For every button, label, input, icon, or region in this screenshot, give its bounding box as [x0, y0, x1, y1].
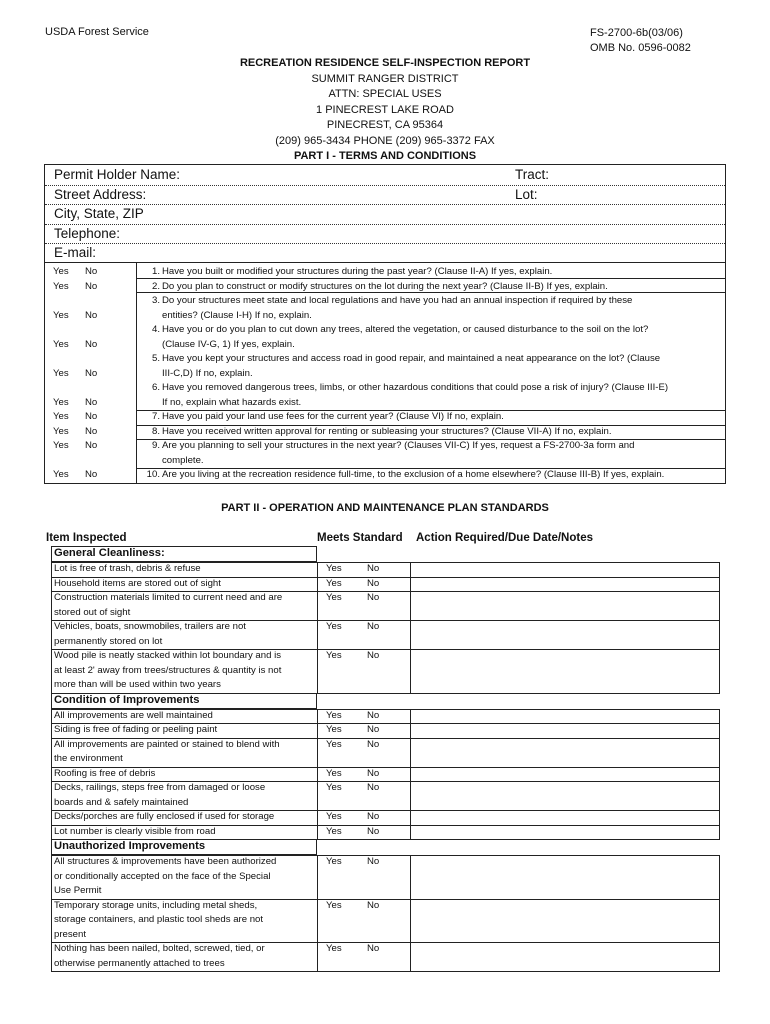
- item-line: Use Permit: [54, 885, 102, 896]
- omb-number: OMB No. 0596-0082: [590, 42, 691, 54]
- no-option[interactable]: No: [85, 309, 98, 321]
- item-inspected-header: Item Inspected: [46, 532, 127, 544]
- yes-option[interactable]: Yes: [53, 367, 69, 379]
- lot-label: Lot:: [515, 186, 538, 202]
- question-line: Have you built or modified your structures during the past year? (Clause II-A) If yes, explain.: [162, 266, 553, 277]
- yes-option[interactable]: Yes: [326, 709, 342, 721]
- item-text: [51, 577, 317, 592]
- action-notes-cell[interactable]: [410, 562, 720, 578]
- no-option[interactable]: No: [85, 440, 98, 451]
- street-address: 1 PINECREST LAKE ROAD: [316, 103, 454, 116]
- part1-heading: PART I - TERMS AND CONDITIONS: [293, 150, 477, 162]
- yes-option[interactable]: Yes: [326, 738, 342, 750]
- no-option[interactable]: No: [367, 811, 380, 822]
- item-line: permanently stored on lot: [54, 635, 163, 647]
- item-text: [51, 810, 317, 825]
- column-divider: [136, 263, 137, 483]
- row-divider: [136, 439, 725, 440]
- action-notes-cell[interactable]: [410, 577, 720, 593]
- no-option[interactable]: No: [85, 367, 98, 379]
- row-divider: [136, 410, 725, 411]
- item-line: more than will be used within two years: [54, 679, 221, 690]
- city-state-zip-field[interactable]: [45, 204, 725, 225]
- yes-option[interactable]: Yes: [53, 440, 69, 451]
- item-line: Roofing is free of debris: [54, 767, 156, 779]
- action-notes-cell[interactable]: [410, 738, 720, 768]
- item-line: Nothing has been nailed, bolted, screwed, tied, or: [54, 943, 265, 954]
- question-text: [162, 381, 722, 410]
- yes-option[interactable]: Yes: [326, 592, 342, 603]
- item-line: Lot is free of trash, debris & refuse: [54, 563, 201, 574]
- item-line: Decks/porches are fully enclosed if used for storage: [54, 811, 275, 822]
- permit-holder-box: [44, 164, 726, 263]
- no-option[interactable]: No: [367, 724, 380, 735]
- no-option[interactable]: No: [367, 592, 380, 603]
- item-line: Wood pile is neatly stacked within lot boundary and is: [54, 650, 282, 661]
- item-line: storage containers, and plastic tool sheds are not: [54, 914, 264, 925]
- item-line: the environment: [54, 753, 123, 764]
- no-option[interactable]: No: [367, 899, 380, 911]
- action-notes-cell[interactable]: [410, 591, 720, 621]
- item-line: Household items are stored out of sight: [54, 577, 221, 589]
- yes-option[interactable]: Yes: [326, 724, 342, 735]
- item-line: All structures & improvements have been authorized: [54, 856, 277, 867]
- yes-option[interactable]: Yes: [53, 280, 69, 292]
- form-number: FS-2700-6b(03/06): [590, 27, 683, 39]
- no-option[interactable]: No: [367, 943, 380, 954]
- phone-fax: (209) 965-3434 PHONE (209) 965-3372 FAX: [275, 134, 495, 147]
- item-line: Construction materials limited to current need and are: [54, 592, 283, 603]
- item-text: [51, 899, 317, 943]
- yes-option[interactable]: Yes: [326, 621, 342, 632]
- item-text: [51, 942, 317, 971]
- question-text: [162, 294, 722, 323]
- item-line: Temporary storage units, including metal sheds,: [54, 899, 258, 911]
- yes-option[interactable]: Yes: [53, 309, 69, 321]
- action-notes-cell[interactable]: [410, 942, 720, 972]
- yes-option[interactable]: Yes: [326, 943, 342, 954]
- question-number: 4.: [151, 324, 160, 335]
- action-notes-cell[interactable]: [410, 620, 720, 650]
- question-text: [162, 352, 722, 381]
- item-text: [51, 620, 317, 649]
- question-line: Have you removed dangerous trees, limbs, or other hazardous conditions that could pose a risk of injury? (Clause III-E): [162, 382, 669, 393]
- no-option[interactable]: No: [85, 266, 98, 277]
- action-notes-cell[interactable]: [410, 649, 720, 694]
- question-line: Are you planning to sell your structures in the next year? (Clauses VII-C) If yes, request a FS-2700-3a form and: [162, 440, 635, 451]
- question-line: Are you living at the recreation residence full-time, to the exclusion of a home elsewhere? (Clause III-B) If yes, explain.: [162, 469, 665, 480]
- item-line: Vehicles, boats, snowmobiles, trailers are not: [54, 621, 246, 632]
- section-cell: [51, 839, 317, 855]
- no-option[interactable]: No: [85, 425, 98, 437]
- form-id: [590, 26, 691, 56]
- telephone-label: Telephone:: [54, 225, 121, 241]
- row-divider: [136, 425, 725, 426]
- yes-option[interactable]: Yes: [53, 266, 69, 277]
- yes-option[interactable]: Yes: [326, 811, 342, 822]
- yes-option[interactable]: Yes: [53, 396, 69, 408]
- item-text: [51, 781, 317, 810]
- yes-option[interactable]: Yes: [326, 899, 342, 911]
- question-text: [162, 323, 722, 352]
- no-option[interactable]: No: [85, 338, 98, 350]
- question-line: Do you plan to construct or modify structures on the lot during the next year? (Clause II-B) If yes, explain.: [162, 280, 608, 292]
- no-option[interactable]: No: [367, 738, 380, 750]
- item-line: present: [54, 928, 86, 940]
- yes-option[interactable]: Yes: [326, 650, 342, 661]
- item-line: boards and & safely maintained: [54, 796, 189, 808]
- part1-questions-table: [44, 262, 726, 484]
- item-text: [51, 855, 317, 899]
- row-divider: [136, 278, 725, 279]
- item-line: stored out of sight: [54, 606, 131, 618]
- question-number: 8.: [151, 425, 160, 437]
- no-option[interactable]: No: [85, 280, 98, 292]
- no-option[interactable]: No: [367, 856, 380, 867]
- question-line: If no, explain what hazards exist.: [162, 396, 302, 408]
- section-cell: [51, 546, 317, 562]
- question-number: 9.: [151, 440, 160, 451]
- action-notes-cell[interactable]: [410, 767, 720, 783]
- no-option[interactable]: No: [367, 709, 380, 721]
- yes-option[interactable]: Yes: [53, 411, 69, 422]
- no-option[interactable]: No: [85, 411, 98, 422]
- action-notes-cell[interactable]: [410, 825, 720, 841]
- action-notes-cell[interactable]: [410, 723, 720, 739]
- yes-option[interactable]: Yes: [326, 782, 342, 793]
- item-line: otherwise permanently attached to trees: [54, 957, 225, 969]
- no-option[interactable]: No: [367, 563, 380, 574]
- yes-option[interactable]: Yes: [326, 767, 342, 779]
- item-line: Lot number is clearly visible from road: [54, 825, 216, 837]
- section-cell: [51, 693, 317, 709]
- action-notes-cell[interactable]: [410, 855, 720, 900]
- no-option[interactable]: No: [367, 650, 380, 661]
- attention-line: ATTN: SPECIAL USES: [328, 88, 442, 100]
- yes-option[interactable]: Yes: [326, 856, 342, 867]
- item-text: [51, 562, 317, 577]
- email-field[interactable]: [45, 243, 725, 263]
- item-text: [51, 591, 317, 620]
- question-number: 2.: [151, 280, 160, 292]
- question-text: [162, 425, 722, 440]
- no-option[interactable]: No: [367, 767, 380, 779]
- yes-option[interactable]: Yes: [326, 825, 342, 837]
- item-text: [51, 723, 317, 738]
- no-option[interactable]: No: [367, 577, 380, 589]
- question-line: III-C,D) If no, explain.: [162, 367, 253, 379]
- question-number: 10.: [146, 469, 160, 480]
- question-line: entities? (Clause I-H) If no, explain.: [162, 309, 312, 321]
- action-notes-cell[interactable]: [410, 899, 720, 944]
- street-address-label: Street Address:: [54, 186, 147, 202]
- item-text: [51, 825, 317, 840]
- item-line: All improvements are well maintained: [54, 709, 213, 721]
- question-number: 6.: [151, 382, 160, 393]
- section-heading: Condition of Improvements: [54, 693, 200, 706]
- email-label: E-mail:: [54, 245, 97, 260]
- holder-name-field[interactable]: [45, 165, 725, 186]
- question-line: complete.: [162, 454, 204, 466]
- item-line: or conditionally accepted on the face of the Special: [54, 870, 271, 882]
- agency-name: USDA Forest Service: [45, 26, 149, 38]
- item-line: Siding is free of fading or peeling paint: [54, 724, 218, 735]
- yes-option[interactable]: Yes: [326, 577, 342, 589]
- item-text: [51, 738, 317, 767]
- question-text: [162, 439, 722, 468]
- no-option[interactable]: No: [367, 825, 380, 837]
- item-line: at least 2' away from trees/structures & quantity is not: [54, 664, 282, 676]
- question-line: Have you paid your land use fees for the current year? (Clause VI) If no, explain.: [162, 411, 504, 422]
- question-number: 7.: [151, 411, 160, 422]
- question-text: [162, 410, 722, 425]
- item-text: [51, 649, 317, 693]
- yes-option[interactable]: Yes: [53, 338, 69, 350]
- city-state-zip-label: City, State, ZIP: [54, 206, 144, 221]
- title-block: [0, 56, 770, 165]
- action-required-header: Action Required/Due Date/Notes: [416, 532, 593, 544]
- question-line: (Clause IV-G, 1) If yes, explain.: [162, 338, 295, 350]
- report-title: RECREATION RESIDENCE SELF-INSPECTION REPORT: [239, 57, 531, 69]
- yes-option[interactable]: Yes: [53, 469, 69, 480]
- question-line: Do your structures meet state and local regulations and have you had an annual inspection if required by these: [162, 295, 633, 306]
- no-option[interactable]: No: [367, 782, 380, 793]
- yes-option[interactable]: Yes: [53, 425, 69, 437]
- no-option[interactable]: No: [367, 621, 380, 632]
- no-option[interactable]: No: [85, 396, 98, 408]
- question-line: Have you received written approval for renting or subleasing your structures? (Clause VII-A) If no, explain.: [162, 425, 612, 437]
- action-notes-cell[interactable]: [410, 709, 720, 725]
- action-notes-cell[interactable]: [410, 810, 720, 826]
- question-text: [162, 468, 722, 483]
- no-option[interactable]: No: [85, 469, 98, 480]
- question-number: 3.: [151, 295, 160, 306]
- action-notes-cell[interactable]: [410, 781, 720, 811]
- district-name: SUMMIT RANGER DISTRICT: [311, 72, 459, 85]
- question-number: 5.: [151, 353, 160, 364]
- yes-option[interactable]: Yes: [326, 563, 342, 574]
- city-line: PINECREST, CA 95364: [326, 119, 444, 131]
- item-text: [51, 767, 317, 782]
- question-number: 1.: [151, 266, 160, 277]
- row-divider: [136, 292, 725, 293]
- question-line: Have you kept your structures and access road in good repair, and maintained a neat appearance on the lot? (Clause: [162, 353, 661, 364]
- part2-heading: PART II - OPERATION AND MAINTENANCE PLAN STANDARDS: [221, 502, 549, 514]
- item-line: All improvements are painted or stained to blend with: [54, 738, 280, 750]
- section-heading: General Cleanliness:: [54, 547, 165, 559]
- holder-name-label: Permit Holder Name:: [54, 167, 181, 182]
- section-heading: Unauthorized Improvements: [54, 840, 206, 852]
- row-divider: [136, 468, 725, 469]
- street-address-field[interactable]: [45, 185, 725, 206]
- item-line: Decks, railings, steps free from damaged or loose: [54, 782, 266, 793]
- telephone-field[interactable]: [45, 224, 725, 245]
- meets-standard-header: Meets Standard: [317, 532, 403, 544]
- tract-label: Tract:: [515, 167, 550, 182]
- item-text: [51, 709, 317, 724]
- question-line: Have you or do you plan to cut down any trees, altered the vegetation, or caused disturbance to the soil on the lot?: [162, 324, 649, 335]
